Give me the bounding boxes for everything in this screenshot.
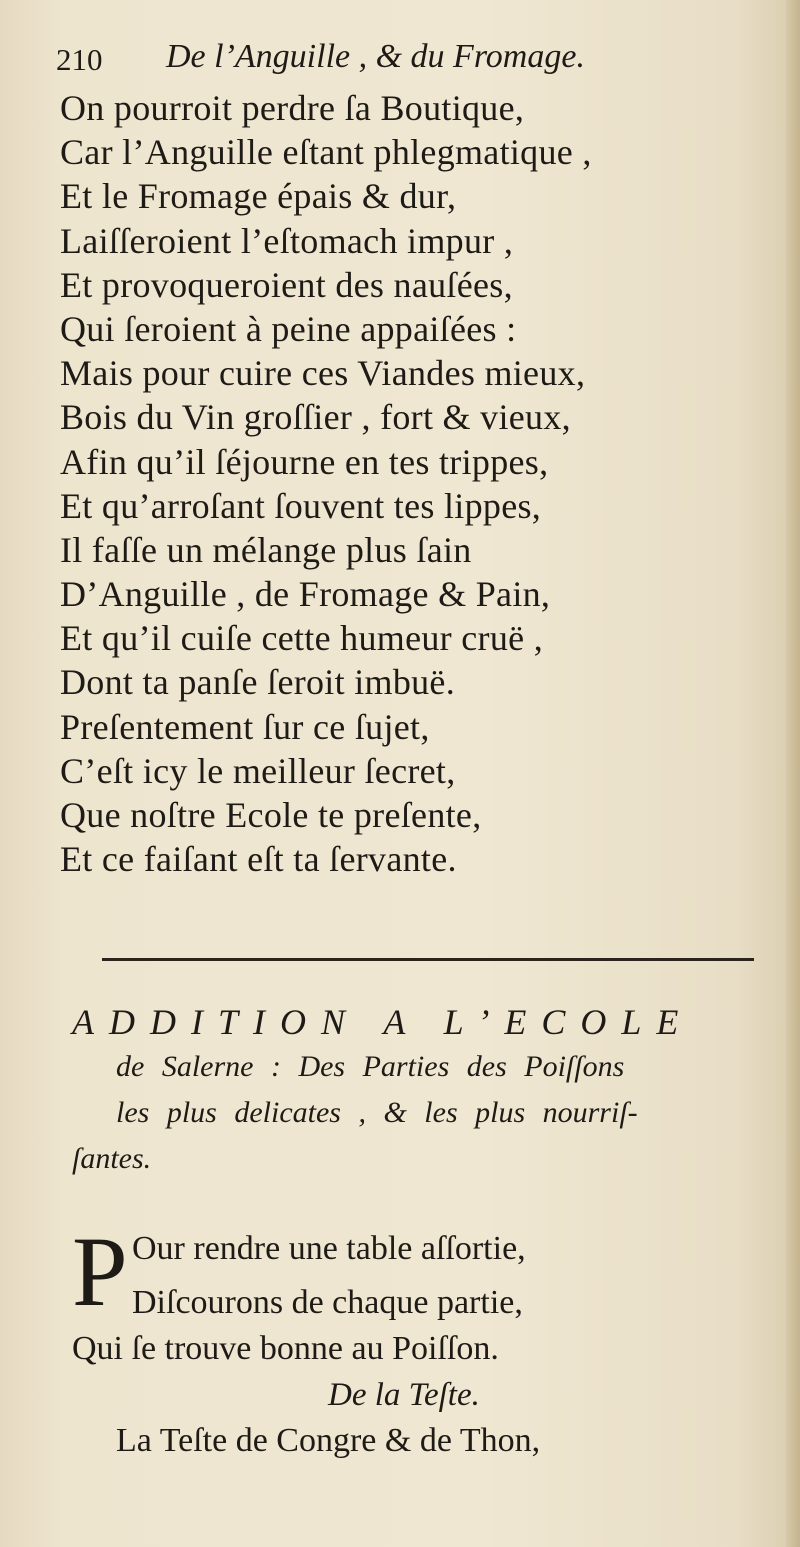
verse-line: Qui ſeroient à peine appaiſées : [60,308,517,349]
verse-line: Car l’Anguille eſtant phlegmatique , [60,132,592,173]
verse-line: Et le Fromage épais & dur, [60,176,457,217]
poem-line: Diſcourons de chaque partie, [132,1284,523,1321]
addition-section [72,1000,784,1182]
drop-cap: P [72,1216,128,1327]
verse-line: Bois du Vin groſſier , fort & vieux, [60,397,571,438]
poem-line: La Teſte de Congre & de Thon, [116,1422,541,1459]
section-subtitle-line: les plus delicates , & les plus nourriſ- [116,1096,638,1129]
verse-line: D’Anguille , de Fromage & Pain, [60,574,551,615]
section-divider [102,958,754,961]
verse-line: Et ce faiſant eſt ta ſervante. [60,839,457,880]
page-header [56,38,756,84]
section-subtitle-line: ſantes. [72,1142,152,1175]
verse-line: Et qu’arroſant ſouvent tes lippes, [60,485,542,526]
verse-line: Laiſſeroient l’eſtomach impur , [60,220,514,261]
verse-line: Et provoqueroient des nauſées, [60,264,513,305]
verse-line: Mais pour cuire ces Viandes mieux, [60,353,586,394]
page-number: 210 [56,42,103,77]
poem-line: Qui ſe trouve bonne au Poiſſon. [72,1330,499,1367]
verse-line: Preſentement ſur ce ſujet, [60,706,430,747]
page-edge [786,0,800,1547]
running-title: De l’Anguille , & du Fromage. [166,38,585,75]
poem-line: Our rendre une table aſſortie, [132,1230,526,1267]
verse-line: Il faſſe un mélange plus ſain [60,529,472,570]
verse-line: On pourroit perdre ſa Boutique, [60,88,525,128]
verse-line: Que noſtre Ecole te preſente, [60,795,482,835]
verse-line: C’eſt icy le meilleur ſecret, [60,750,456,791]
section-heading: ADDITION A L’ECOLE [72,1002,694,1042]
verse-line: Afin qu’il ſéjourne en tes trippes, [60,441,549,482]
poem-subheading: De la Teſte. [328,1377,480,1413]
section-subtitle-line: de Salerne : Des Parties des Poiſſons [116,1050,625,1083]
verse-line: Et qu’il cuiſe cette humeur cruë , [60,618,543,659]
verse-block [60,86,750,881]
verse-line: Dont ta panſe ſeroit imbuë. [60,662,455,703]
poem-block [72,1216,762,1464]
